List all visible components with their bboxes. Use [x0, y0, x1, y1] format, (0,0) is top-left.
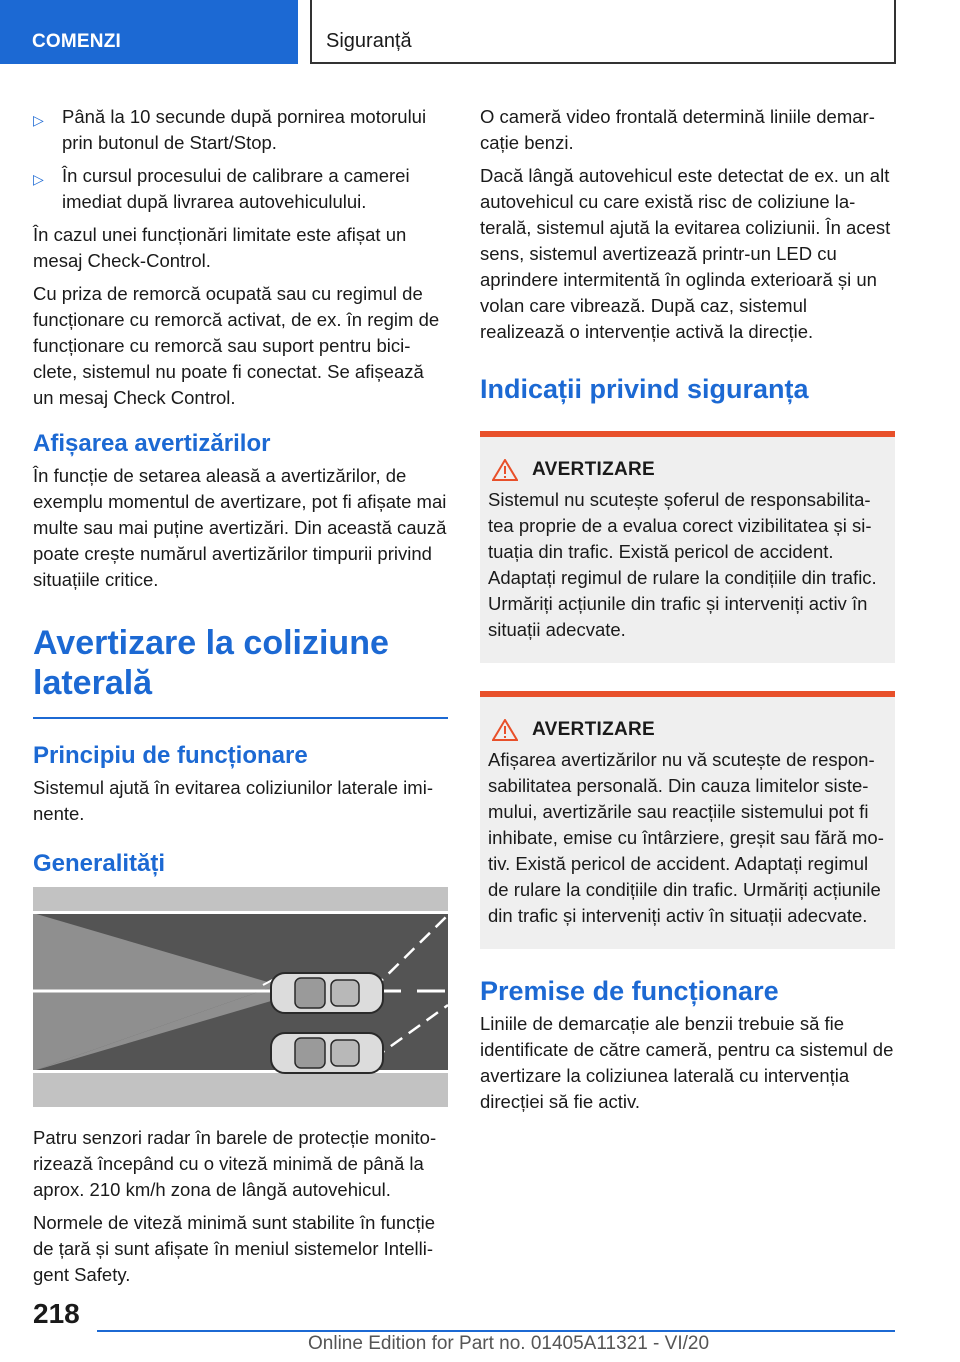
paragraph: Normele de viteză minimă sunt stabilite în funcție de țară și sunt afișate în meniul sistemelor Intelligent Safety.: [33, 1211, 436, 1285]
car-bottom: [271, 1033, 383, 1073]
warning-box: [480, 691, 895, 949]
heading-indicatii-siguranta: Indicații privind siguranța: [480, 374, 809, 404]
chapter-tab[interactable]: [0, 0, 298, 64]
car-top: [271, 973, 383, 1013]
left-column: [33, 104, 448, 1295]
paragraph: Sistemul ajută în evitarea coliziunilor laterale iminente.: [33, 776, 433, 824]
lane-illustration: [33, 887, 448, 1107]
paragraph: În cazul unei funcționări limitate este afișat un mesaj Check-Control.: [33, 224, 407, 271]
car-lanes-image: [33, 887, 448, 1107]
bullet-item: ▷ Până la 10 secunde după pornirea motorului prin butonul de Start/Stop.: [33, 106, 427, 153]
paragraph: Liniile de demarcație ale benzii trebuie să fie identificate de către cameră, pentru ca sistemul de avertizare la coliziunea laterală cu intervenția direcției să fie activ.: [480, 1013, 894, 1112]
paragraph: În funcție de setarea aleasă a avertizărilor, de exemplu momentul de avertizare, pot fi afișate mai multe sau mai puține avertizări. Din această cauză poate crește numărul avertizărilor timpurii privind situațiile critice.: [33, 465, 447, 590]
footer-divider: [97, 1330, 895, 1332]
bullet-item: ▷ În cursul procesului de calibrare a camerei imediat după livrarea autovehiculului.: [33, 165, 410, 212]
heading-generalitati: Generalități: [33, 849, 166, 877]
warning-title: AVERTIZARE: [532, 459, 655, 480]
right-column: [480, 104, 895, 1122]
section-title: Avertizare la coliziune laterală: [33, 624, 389, 702]
warning-triangle-icon: [492, 459, 518, 481]
paragraph: Cu priza de remorcă ocupată sau cu regimul de funcționare cu remorcă activat, de ex. în regim de funcționare cu remorcă sau suport pentru biciclete, sistemul nu poate fi conectat. Se afișează un mesaj Check Control.: [33, 283, 440, 408]
edition-footer: Online Edition for Part no. 01405A11321 - VI/20: [308, 1333, 710, 1354]
chapter-tab-label: COMENZI: [32, 31, 122, 52]
warning-triangle-icon: [492, 719, 518, 741]
section-divider: [33, 717, 448, 719]
paragraph: O cameră video frontală determină liniile demarcație benzi.: [480, 106, 875, 153]
heading-principiu: Principiu de funcționare: [33, 741, 308, 769]
warning-text: Sistemul nu scutește șoferul de responsabilitatea proprie de a evalua corect vizibilitatea și situația din trafic. Există pericol de accident. Adaptați regimul de rulare la condițiile din trafic. Urmăriți acțiunile din trafic și interveniți activ în situații adecvate.: [488, 489, 877, 640]
paragraph: Patru senzori radar în barele de protecție monitorizează începând cu o viteză minimă de până la aprox. 210 km/h zona de lângă autovehicul.: [33, 1126, 437, 1200]
header-title-box: [310, 0, 896, 64]
warning-box: [480, 431, 895, 663]
page-header-title: Siguranță: [326, 30, 412, 52]
warning-text: Afișarea avertizărilor nu vă scutește de responsabilitatea personală. Din cauza limitelor sistemului, avertizările sau reacțiile sistemului pot fi inhibate, emise cu întârziere, greșit sau fără motiv. Există pericol de accident. Adaptați regimul de rulare la condițiile din trafic. Urmăriți acțiunile din trafic și interveniți activ în situații adecvate.: [488, 749, 884, 926]
triangle-bullet-icon: ▷: [33, 112, 44, 128]
page-number: 218: [33, 1298, 80, 1329]
heading-afisarea-avertizarilor: Afișarea avertizărilor: [33, 430, 271, 457]
heading-premise: Premise de funcționare: [480, 976, 779, 1006]
warning-title: AVERTIZARE: [532, 719, 655, 740]
paragraph: Dacă lângă autovehicul este detectat de ex. un alt autovehicul cu care există risc de coliziune laterală, sistemul ajută la evitarea coliziunii. În acest sens, sistemul avertizează printr-un LED cu aprindere intermitentă în oglinda exterioară și un volan care vibrează. După caz, sistemul realizează o intervenție activă la direcție.: [480, 165, 891, 342]
triangle-bullet-icon: ▷: [33, 171, 44, 187]
